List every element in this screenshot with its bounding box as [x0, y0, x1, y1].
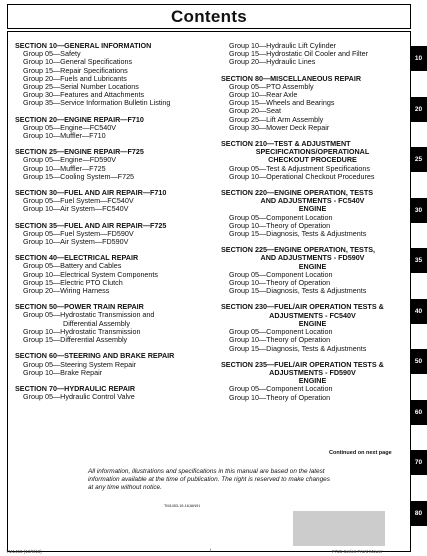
- group-entry[interactable]: Group 20—Fuels and Lubricants: [23, 73, 127, 83]
- group-entry[interactable]: Group 20—Seat: [229, 106, 281, 116]
- section-tab-35[interactable]: 35: [410, 248, 427, 273]
- group-entry[interactable]: Differential Assembly: [63, 318, 130, 328]
- publication-reference: TM1453-19-16JAN91: [164, 504, 201, 508]
- section-heading: SECTION 50—POWER TRAIN REPAIR: [15, 302, 144, 312]
- group-entry[interactable]: Group 10—Theory of Operation: [229, 392, 331, 402]
- section-heading-continued: AND ADJUSTMENTS - FD590V: [260, 253, 365, 263]
- section-tab-20[interactable]: 20: [410, 97, 427, 122]
- group-entry[interactable]: Group 05—PTO Assembly: [229, 81, 314, 91]
- group-entry[interactable]: Group 25—Serial Number Locations: [23, 82, 139, 92]
- group-entry[interactable]: Group 15—Diagnosis, Tests & Adjustments: [229, 286, 367, 296]
- section-heading: SECTION 40—ELECTRICAL REPAIR: [15, 253, 139, 263]
- section-tab-60[interactable]: 60: [410, 400, 427, 425]
- section-tab-10[interactable]: 10: [410, 46, 427, 71]
- group-entry[interactable]: Group 10—Air System—FD590V: [23, 237, 129, 247]
- section-heading: SECTION 25—ENGINE REPAIR—F725: [15, 147, 144, 157]
- group-entry[interactable]: Group 05—Component Location: [229, 212, 333, 222]
- left-column: [15, 42, 215, 401]
- section-heading: SECTION 225—ENGINE OPERATION, TESTS,: [221, 245, 376, 255]
- section-heading: SECTION 220—ENGINE OPERATION, TESTS: [221, 188, 374, 198]
- section-heading: SECTION 35—FUEL AND AIR REPAIR—F725: [15, 220, 167, 230]
- group-entry[interactable]: Group 25—Lift Arm Assembly: [229, 114, 324, 124]
- group-entry[interactable]: Group 10—General Specifications: [23, 57, 133, 67]
- footer-left: TM1453 (10/9/18): [6, 549, 42, 554]
- group-entry[interactable]: Group 30—Mower Deck Repair: [229, 122, 330, 132]
- section-heading-continued: SPECIFICATIONS/OPERATIONAL: [255, 147, 370, 157]
- group-entry[interactable]: Group 10—Muffler—F710: [23, 131, 106, 141]
- group-entry[interactable]: Group 30—Features and Attachments: [23, 90, 145, 100]
- group-entry[interactable]: Group 05—Engine—FD590V: [23, 155, 117, 165]
- section-heading-continued: AND ADJUSTMENTS - FC540V: [260, 196, 365, 206]
- section-heading: SECTION 10—GENERAL INFORMATION: [15, 41, 152, 50]
- group-entry[interactable]: Group 10—Theory of Operation: [229, 220, 331, 230]
- group-entry[interactable]: Group 10—Muffler—F725: [23, 163, 106, 173]
- right-column: [221, 42, 404, 402]
- section-tab-50[interactable]: 50: [410, 349, 427, 374]
- section-heading-continued: ENGINE: [298, 204, 327, 214]
- group-entry[interactable]: Group 05—Fuel System—FC540V: [23, 196, 134, 206]
- group-entry[interactable]: Group 10—Hydraulic Lift Cylinder: [229, 41, 337, 50]
- section-tab-25[interactable]: 25: [410, 147, 427, 172]
- section-heading-continued: ENGINE: [298, 261, 327, 271]
- group-entry[interactable]: Group 05—Battery and Cables: [23, 261, 122, 271]
- group-entry[interactable]: Group 05—Hydrostatic Transmission and: [23, 310, 155, 320]
- group-entry[interactable]: Group 05—Component Location: [229, 384, 333, 394]
- section-heading: SECTION 30—FUEL AND AIR REPAIR—F710: [15, 188, 167, 198]
- group-entry[interactable]: Group 10—Electrical System Components: [23, 269, 159, 279]
- section-tab-70[interactable]: 70: [410, 450, 427, 475]
- group-entry[interactable]: Group 05—Component Location: [229, 327, 333, 337]
- group-entry[interactable]: Group 10—Hydrostatic Transmission: [23, 326, 141, 336]
- section-heading: SECTION 70—HYDRAULIC REPAIR: [15, 383, 136, 393]
- section-heading: SECTION 210—TEST & ADJUSTMENT: [221, 139, 351, 149]
- footer-right: F725 Series Front Mower: [332, 549, 383, 554]
- gray-placeholder-box: [293, 511, 385, 546]
- group-entry[interactable]: Group 10—Air System—FC540V: [23, 204, 129, 214]
- group-entry[interactable]: Group 05—Safety: [23, 49, 81, 59]
- group-entry[interactable]: Group 05—Component Location: [229, 269, 333, 279]
- section-heading: SECTION 20—ENGINE REPAIR—F710: [15, 114, 144, 124]
- page-title: Contents: [170, 6, 248, 26]
- group-entry[interactable]: Group 05—Hydraulic Control Valve: [23, 392, 135, 402]
- group-entry[interactable]: Group 10—Theory of Operation: [229, 335, 331, 345]
- group-entry[interactable]: Group 15—Cooling System—F725: [23, 171, 135, 181]
- group-entry[interactable]: Group 15—Diagnosis, Tests & Adjustments: [229, 343, 367, 353]
- footer-page-number: i: [210, 548, 212, 554]
- section-heading: SECTION 80—MISCELLANEOUS REPAIR: [221, 73, 362, 83]
- section-heading: SECTION 235—FUEL/AIR OPERATION TESTS &: [221, 359, 384, 369]
- group-entry[interactable]: Group 10—Theory of Operation: [229, 278, 331, 288]
- group-entry[interactable]: Group 10—Brake Repair: [23, 367, 103, 377]
- group-entry[interactable]: Group 20—Hydraulic Lines: [229, 57, 316, 67]
- section-heading: SECTION 230—FUEL/AIR OPERATION TESTS &: [221, 302, 384, 312]
- group-entry[interactable]: Group 15—Electric PTO Clutch: [23, 277, 123, 287]
- group-entry[interactable]: Group 15—Differential Assembly: [23, 335, 128, 345]
- group-entry[interactable]: Group 05—Fuel System—FD590V: [23, 228, 134, 238]
- group-entry[interactable]: Group 15—Wheels and Bearings: [229, 98, 335, 108]
- continued-note: Continued on next page: [329, 450, 392, 456]
- section-heading-continued: ADJUSTMENTS - FC540V: [269, 310, 356, 320]
- group-entry[interactable]: Group 15—Hydrostatic Oil Cooler and Filter: [229, 49, 369, 59]
- group-entry[interactable]: Group 15—Diagnosis, Tests & Adjustments: [229, 229, 367, 239]
- contents-title-box: [7, 4, 411, 29]
- section-heading-continued: ADJUSTMENTS - FD590V: [269, 367, 356, 377]
- group-entry[interactable]: Group 15—Repair Specifications: [23, 65, 128, 75]
- section-heading-continued: ENGINE: [298, 318, 327, 328]
- contents-frame: [7, 31, 411, 552]
- group-entry[interactable]: Group 20—Wiring Harness: [23, 286, 110, 296]
- group-entry[interactable]: Group 05—Test & Adjustment Specifications: [229, 163, 371, 173]
- section-heading: SECTION 60—STEERING AND BRAKE REPAIR: [15, 351, 175, 361]
- section-tab-80[interactable]: 80: [410, 501, 427, 526]
- group-entry[interactable]: Group 10—Operational Checkout Procedures: [229, 171, 375, 181]
- section-heading-continued: ENGINE: [298, 376, 327, 386]
- section-heading-continued: CHECKOUT PROCEDURE: [268, 155, 357, 165]
- section-tab-40[interactable]: 40: [410, 299, 427, 324]
- group-entry[interactable]: Group 10—Rear Axle: [229, 90, 298, 100]
- group-entry[interactable]: Group 05—Engine—FC540V: [23, 122, 117, 132]
- group-entry[interactable]: Group 05—Steering System Repair: [23, 359, 137, 369]
- group-entry[interactable]: Group 35—Service Information Bulletin Listing: [23, 98, 171, 108]
- section-tab-30[interactable]: 30: [410, 198, 427, 223]
- disclaimer-text: All information, illustrations and specifications in this manual are based on the latest information available at the time of publication. The right is reserved to make changes at any time without notice.: [88, 468, 330, 491]
